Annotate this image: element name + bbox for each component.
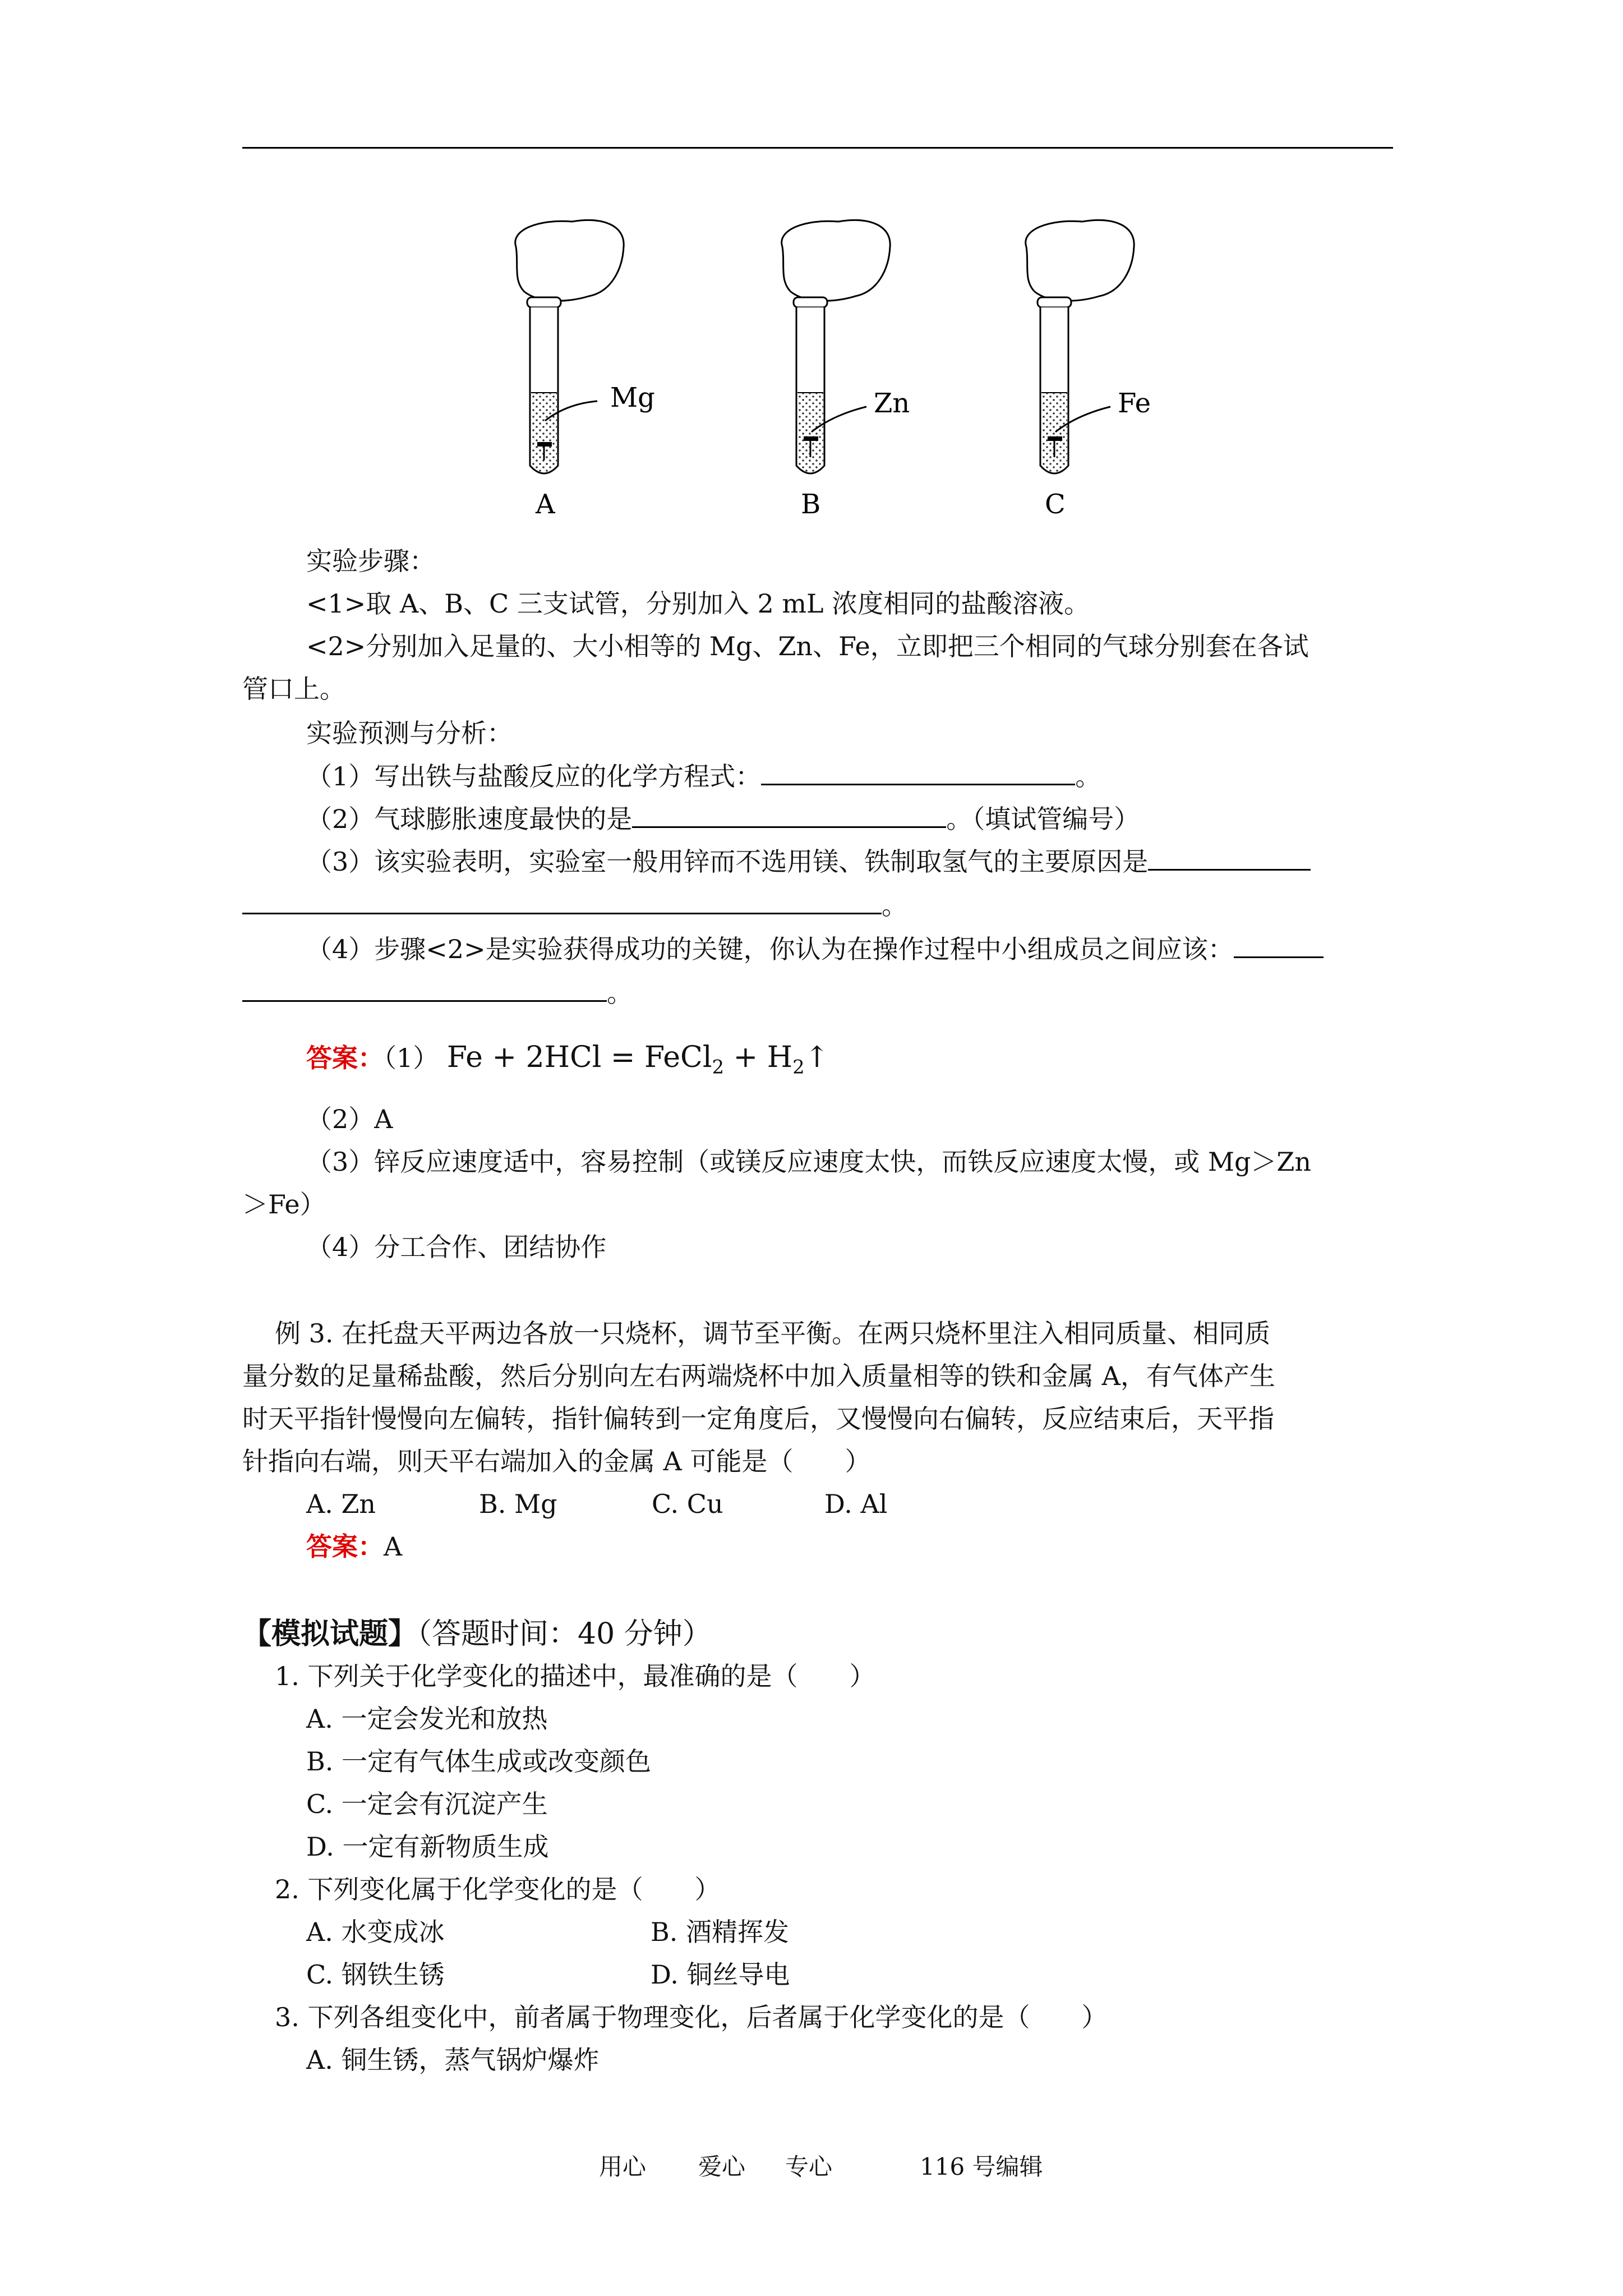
tube-c <box>1026 220 1134 473</box>
answer-value: A <box>384 1531 403 1562</box>
example-3-line-2: 量分数的足量稀盐酸，然后分别向左右两端烧杯中加入质量相等的铁和金属 A，有气体产生 <box>242 1361 1275 1391</box>
equation-middle: + H <box>724 1041 793 1074</box>
equation-subscript: 2 <box>792 1056 805 1079</box>
example-3-line-4: 针指向右端，则天平右端加入的金属 A 可能是（ ） <box>242 1446 871 1476</box>
section-title: 【模拟试题】 <box>242 1617 418 1651</box>
mock-q1-option-d[interactable]: D. 一定有新物质生成 <box>306 1832 549 1862</box>
mock-q1-option-a[interactable]: A. 一定会发光和放热 <box>306 1704 548 1734</box>
chemical-equation <box>446 1041 829 1079</box>
question-3 <box>306 844 1311 878</box>
mock-q1-option-b[interactable]: B. 一定有气体生成或改变颜色 <box>306 1746 652 1777</box>
tube-a-label: A <box>536 489 555 520</box>
steps-title: 实验步骤： <box>306 546 435 576</box>
mock-question-2: 2. 下列变化属于化学变化的是（ ） <box>275 1874 721 1904</box>
mock-q3-option-a[interactable]: A. 铜生锈，蒸气锅炉爆炸 <box>306 2045 600 2075</box>
step-2: <2>分别加入足量的、大小相等的 Mg、Zn、Fe，立即把三个相同的气球分别套在各试 <box>306 631 1309 661</box>
answer-2: （2）A <box>306 1104 393 1134</box>
question-1-text: （1）写出铁与盐酸反应的化学方程式： <box>306 761 762 792</box>
tube-c-label: C <box>1045 489 1066 520</box>
answer-blank[interactable] <box>761 759 1075 785</box>
tube-c-metal-label: Fe <box>1118 388 1151 419</box>
question-1-end: 。 <box>1075 761 1101 792</box>
footer-part-3: 专心 <box>785 2153 833 2180</box>
answer-label: 答案： <box>306 1531 384 1562</box>
answer-blank[interactable] <box>242 888 882 914</box>
mock-q2-option-c[interactable]: C. 钢铁生锈 <box>306 1959 445 1990</box>
gas-arrow-icon: ↑ <box>804 1041 829 1074</box>
example-3-answer <box>306 1530 402 1563</box>
answer-blank[interactable] <box>242 976 607 1002</box>
question-2-text: （2）气球膨胀速度最快的是 <box>306 804 633 834</box>
tube-b-metal-label: Zn <box>874 388 910 419</box>
option-c[interactable]: C. Cu <box>652 1489 723 1519</box>
answer-3: （3）锌反应速度适中，容易控制（或镁反应速度太快，而铁反应速度太慢，或 Mg＞Zn <box>306 1147 1312 1177</box>
mock-q2-option-a[interactable]: A. 水变成冰 <box>306 1917 445 1947</box>
step-1: <1>取 A、B、C 三支试管，分别加入 2 mL 浓度相同的盐酸溶液。 <box>306 588 1090 619</box>
equation-left: Fe + 2HCl = FeCl <box>446 1041 712 1074</box>
question-3-end: 。 <box>882 890 907 921</box>
footer-part-1: 用心 <box>599 2153 647 2180</box>
question-3-text: （3）该实验表明，实验室一般用锌而不选用镁、铁制取氢气的主要原因是 <box>306 846 1149 877</box>
step-2-cont: 管口上。 <box>242 674 345 704</box>
mock-question-1: 1. 下列关于化学变化的描述中，最准确的是（ ） <box>275 1661 875 1691</box>
mock-q1-option-c[interactable]: C. 一定会有沉淀产生 <box>306 1789 548 1819</box>
question-4-end: 。 <box>607 978 633 1008</box>
tube-a <box>515 220 624 473</box>
answer-blank[interactable] <box>1234 932 1324 958</box>
answer-4: （4）分工合作、团结协作 <box>306 1232 607 1262</box>
example-3-options <box>306 1487 887 1521</box>
example-3-line-1: 例 3. 在托盘天平两边各放一只烧杯，调节至平衡。在两只烧杯里注入相同质量、相同质 <box>275 1318 1271 1349</box>
option-a[interactable]: A. Zn <box>306 1489 376 1519</box>
tube-a-metal-label: Mg <box>610 382 655 413</box>
question-4 <box>306 932 1324 966</box>
answer-1-prefix: （1） <box>384 1043 439 1073</box>
mock-question-3: 3. 下列各组变化中，前者属于物理变化，后者属于化学变化的是（ ） <box>275 2002 1108 2032</box>
tube-b-label: B <box>801 489 821 520</box>
question-1 <box>306 759 1101 793</box>
question-3-cont <box>242 888 907 922</box>
answer-label: 答案： <box>306 1043 384 1073</box>
option-d[interactable]: D. Al <box>824 1489 888 1519</box>
header-rule <box>242 147 1393 149</box>
footer-part-4: 116 号编辑 <box>920 2153 1043 2180</box>
question-4-text: （4）步骤<2>是实验获得成功的关键，你认为在操作过程中小组成员之间应该： <box>306 934 1234 964</box>
answer-blank[interactable] <box>632 802 946 828</box>
equation-subscript: 2 <box>712 1056 725 1079</box>
section-subtitle: （答题时间：40 分钟） <box>417 1617 712 1651</box>
answer-1 <box>306 1041 829 1084</box>
mock-q2-option-d[interactable]: D. 铜丝导电 <box>651 1959 790 1990</box>
answer-blank[interactable] <box>1148 844 1311 871</box>
footer-part-2: 爱心 <box>698 2153 746 2180</box>
question-4-cont <box>242 976 633 1010</box>
question-2 <box>306 802 1140 836</box>
mock-q2-option-b[interactable]: B. 酒精挥发 <box>651 1917 790 1947</box>
test-tube-figure <box>494 213 1166 527</box>
tube-b <box>782 220 890 473</box>
question-2-end: 。（填试管编号） <box>946 804 1140 834</box>
option-b[interactable]: B. Mg <box>479 1489 557 1519</box>
mock-test-heading <box>242 1616 712 1653</box>
example-3-line-3: 时天平指针慢慢向左偏转，指针偏转到一定角度后，又慢慢向右偏转，反应结束后，天平指 <box>242 1404 1274 1434</box>
analysis-title: 实验预测与分析： <box>306 718 513 748</box>
answer-3-cont: ＞Fe） <box>242 1189 326 1220</box>
